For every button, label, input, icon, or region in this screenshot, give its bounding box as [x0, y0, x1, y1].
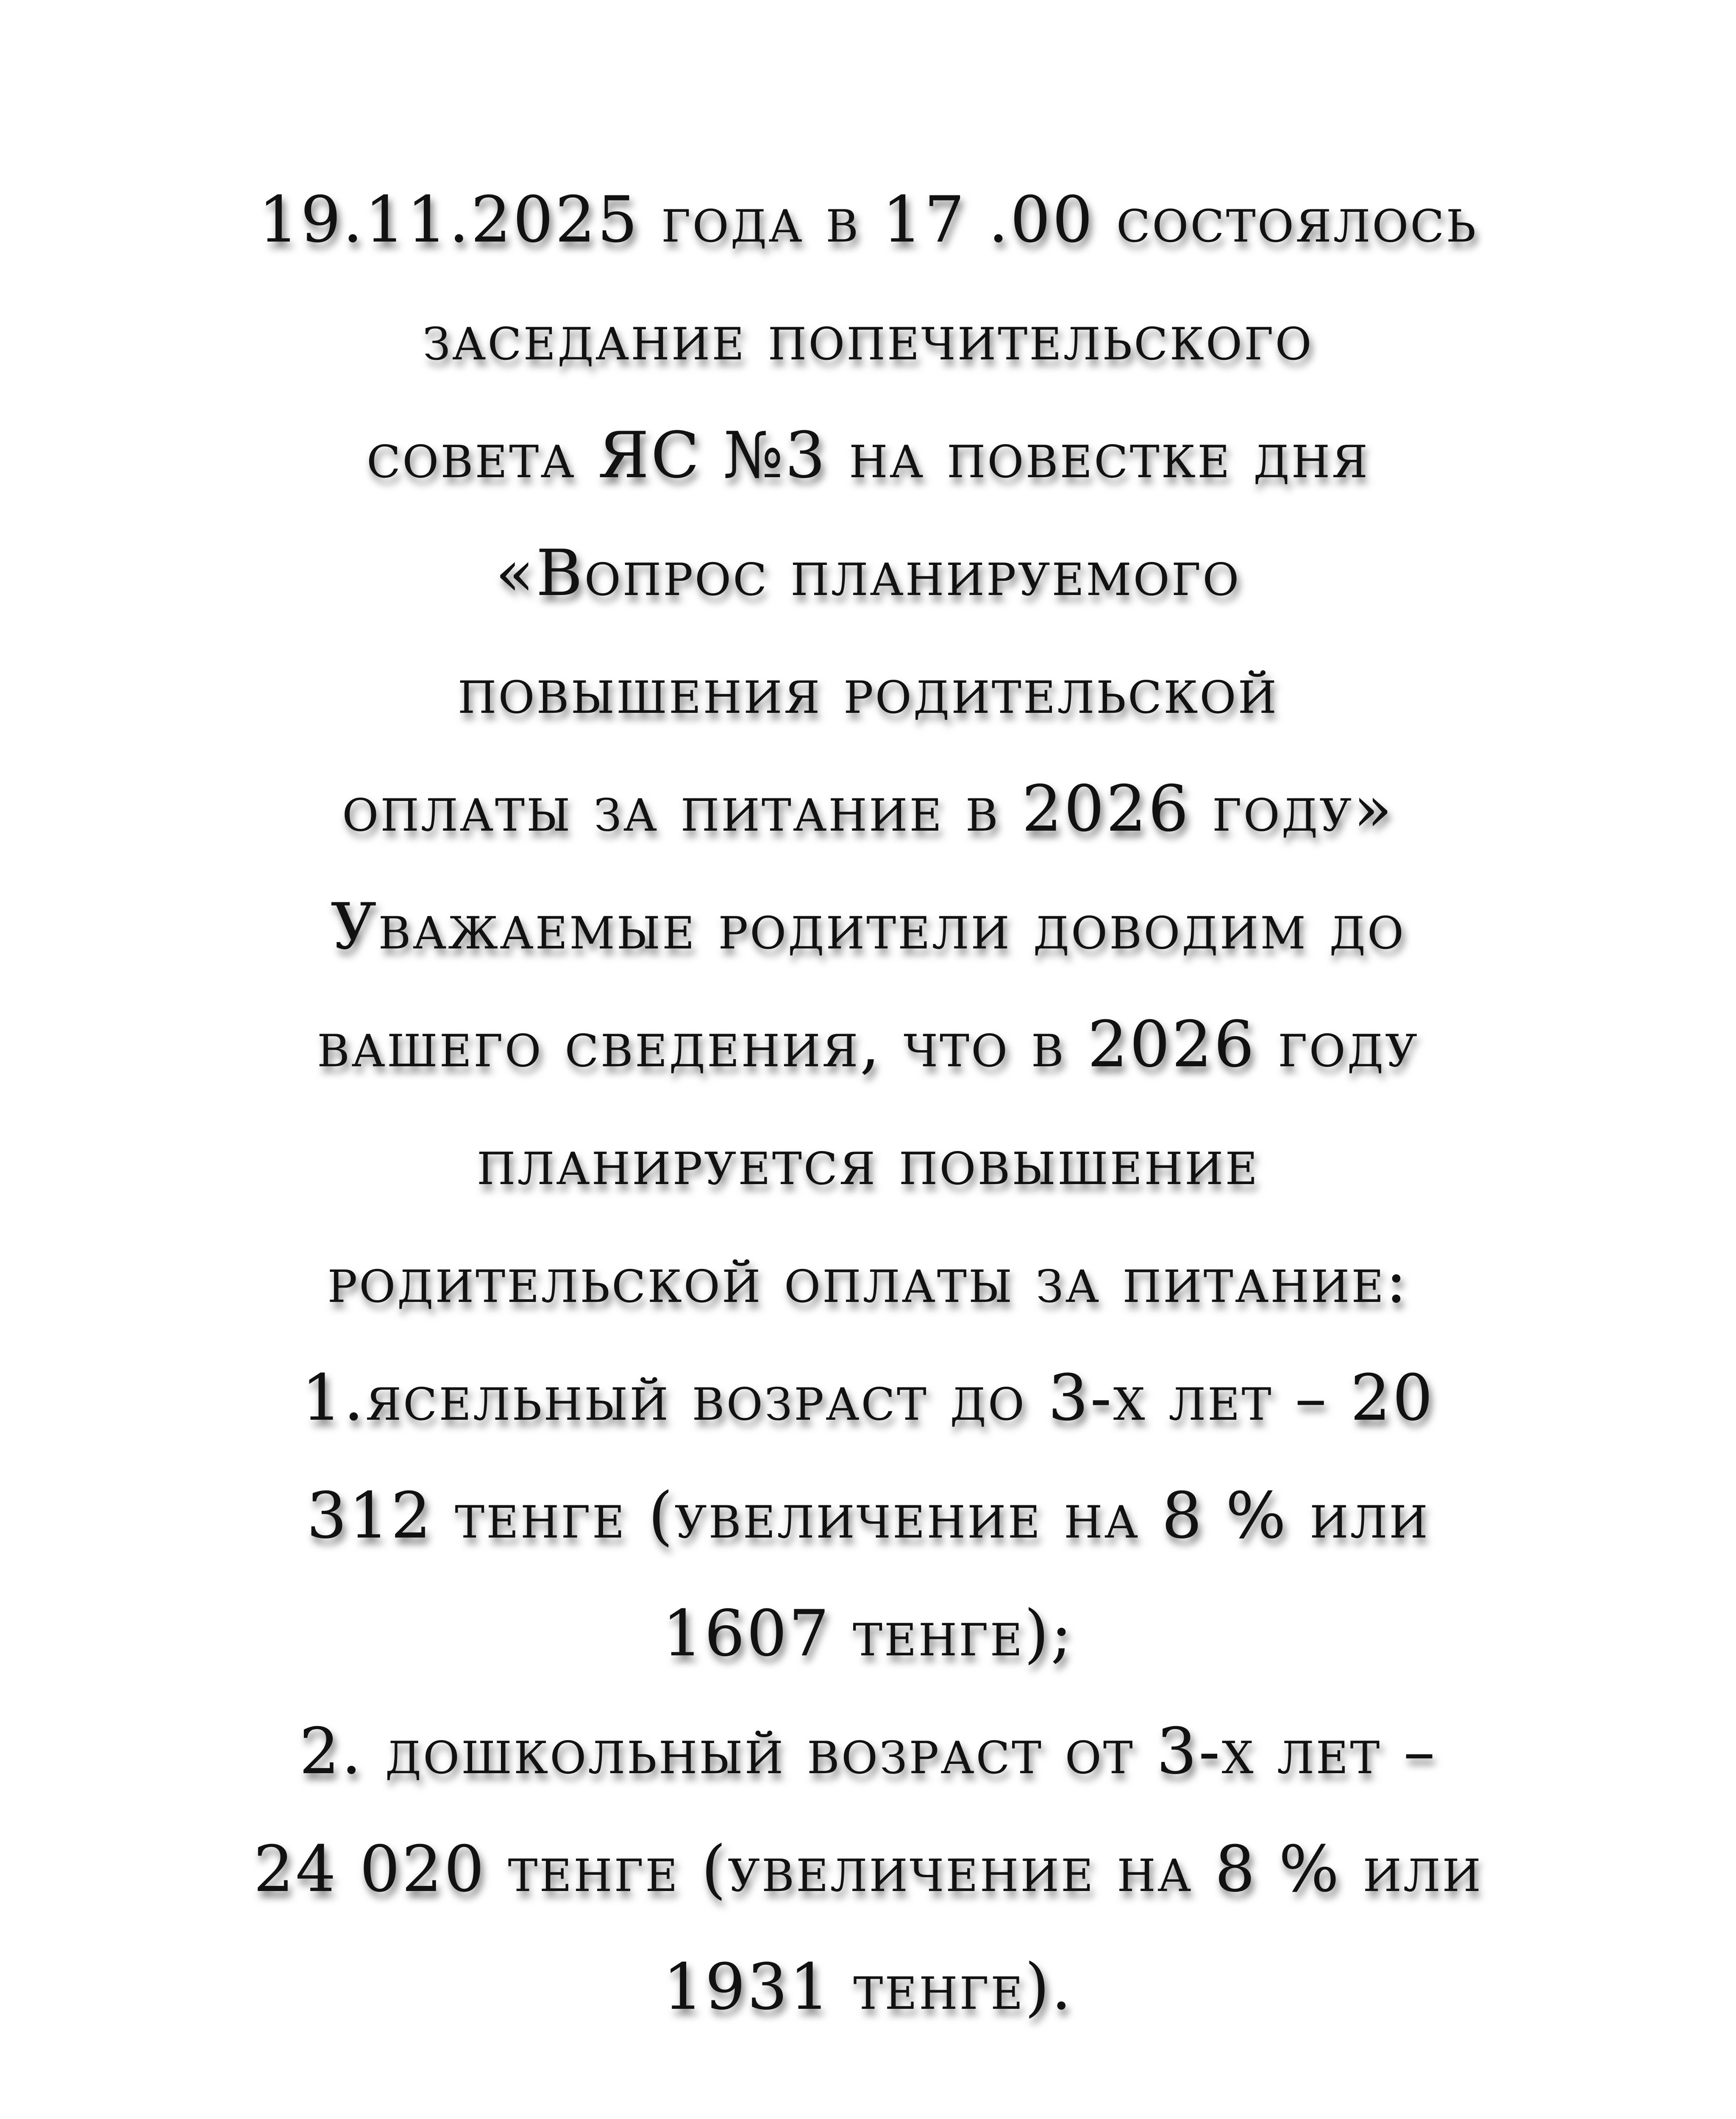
notice-line-meeting-date: 19.11.2025 года в 17 .00 состоялось	[258, 183, 1478, 257]
notice-line-question-end: оплаты за питание в 2026 году»	[342, 772, 1394, 846]
notice-line-question-cont: повышения родительской	[457, 654, 1279, 728]
notice-line-question: «Вопрос планируемого	[495, 537, 1241, 610]
notice-line-nursery-price: 312 тенге (увеличение на 8 % или	[306, 1479, 1430, 1553]
notice-line-meeting-type: заседание попечительского	[423, 301, 1313, 375]
notice-line-payment: родительской оплаты за питание:	[327, 1243, 1409, 1317]
notice-line-address: Уважаемые родители доводим до	[331, 890, 1405, 964]
notice-line-preschool-age: 2. дошкольный возраст от 3-х лет –	[299, 1715, 1437, 1788]
notice-line-preschool-price: 24 020 тенге (увеличение на 8 % или	[253, 1833, 1483, 1906]
notice-line-nursery-age: 1.ясельный возраст до 3-х лет – 20	[301, 1361, 1435, 1435]
notice-text-block	[0, 161, 1736, 2046]
notice-line-planned: планируется повышение	[476, 1126, 1260, 1199]
notice-line-nursery-increase: 1607 тенге);	[662, 1597, 1074, 1671]
notice-line-preschool-increase: 1931 тенге).	[662, 1950, 1074, 2024]
notice-line-info: вашего сведения, что в 2026 году	[317, 1008, 1419, 1082]
notice-line-agenda: совета ЯС №3 на повестке дня	[366, 419, 1370, 492]
